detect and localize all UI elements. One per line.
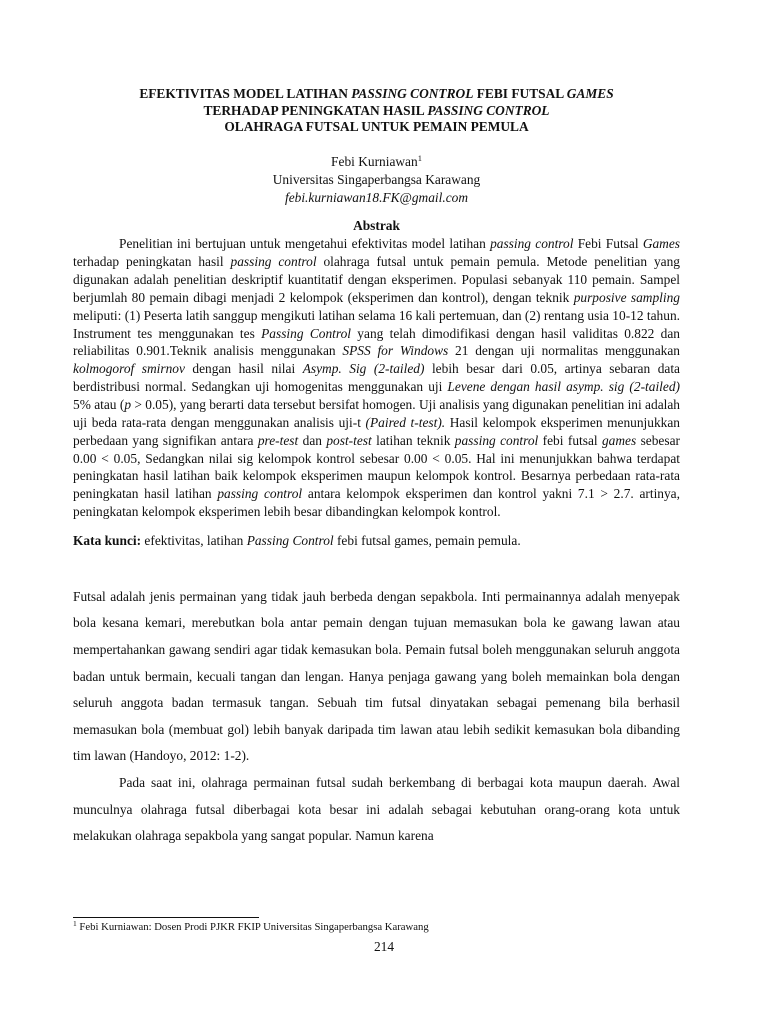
author-email: febi.kurniawan18.FK@gmail.com <box>284 190 469 206</box>
footnote-text: Febi Kurniawan: Dosen Prodi PJKR FKIP Universitas Singaperbangsa Karawang <box>79 921 429 933</box>
footnote-divider <box>73 917 259 918</box>
author-line <box>73 153 680 171</box>
footnote-marker: 1 <box>73 919 77 928</box>
paper-title <box>73 0 680 136</box>
body-paragraph: Pada saat ini, olahraga permainan futsal sudah berkembang di berbagai kota maupun daerah. Awal munculnya olahraga futsal diberbagai kota besar ini adalah sebagai kebutuhan orang-orang kota untuk melakukan olahraga sepakbola yang sangat popular. Namun karena <box>73 775 680 844</box>
body-paragraph: Futsal adalah jenis permainan yang tidak jauh berbeda dengan sepakbola. Inti permainannya adalah menyepak bola kesana kemari, merebutkan bola antar pemain dengan tujuan memasukan bola ke gawang lawan atau mempertahankan gawang sendiri agar tidak kemasukan bola. Pemain futsal boleh menggunakan seluruh anggota badan untuk bermain, kecuali tangan dan lengan. Hanya penjaga gawang yang boleh memainkan bola dengan seluruh anggota badan termasuk tangan. Sebuah tim futsal dinyatakan sebagai pemenang bila berhasil memasukan bola (membuat gol) lebih banyak daripada tim lawan atau lebih sedikit kemasukan bola dibanding tim lawan (Handoyo, 2012: 1-2). <box>73 588 680 764</box>
page-number: 214 <box>373 939 395 954</box>
author-name: Febi Kurniawan <box>331 153 418 169</box>
footnote <box>73 921 429 934</box>
abstract-text: Penelitian ini bertujuan untuk mengetahui efektivitas model latihan passing control Febi Futsal Games terhadap peningkatan hasil passing control olahraga futsal untuk pemain pemula. Metode penelitian yang digunakan adalah penelitian deskriptif kuantitatif dengan eksperimen. Populasi sebanyak 110 pemain. Sampel berjumlah 80 pemain dibagi menjadi 2 kelompok (eksperimen dan kontrol), dengan teknik purposive sampling meliputi: (1) Peserta latih sanggup mengikuti latihan selama 16 kali pertemuan, dan (2) rentang usia 10-12 tahun. Instrument tes menggunakan tes Passing Control yang telah dimodifikasi dengan hasil validitas 0.822 dan reliabilitas 0.901.Teknik analisis menggunakan SPSS for Windows 21 dengan uji normalitas menggunakan kolmogorof smirnov dengan hasil nilai Asymp. Sig (2-tailed) lebih besar dari 0.05, artinya sebaran data berdistribusi normal. Sedangkan uji homogenitas menggunakan uji Levene dengan hasil asymp. sig (2-tailed) 5% atau (p > 0.05), yang berarti data tersebut bersifat homogen. Uji analisis yang digunakan penelitian ini adalah uji beda rata-rata dengan menggunakan analisis uji-t (Paired t-test). Hasil kelompok eksperimen menunjukkan perbedaan yang signifikan antara pre-test dan post-test latihan teknik passing control febi futsal games sebesar 0.00 < 0.05, Sedangkan nilai sig kelompok kontrol sebesar 0.00 < 0.05. Hal ini menunjukkan bahwa terdapat peningkatan hasil latihan baik kelompok eksperimen maupun kelompok kontrol. Besarnya perbedaan rata-rata peningkatan hasil latihan passing control antara kelompok eksperimen dan kontrol yakni 7.1 > 2.7. artinya, peningkatan kelompok eksperimen lebih besar dibandingkan kelompok kontrol. <box>73 236 681 520</box>
author-affiliation: Universitas Singaperbangsa Karawang <box>272 171 481 187</box>
title-line: OLAHRAGA FUTSAL UNTUK PEMAIN PEMULA <box>224 119 529 134</box>
author-block <box>73 153 680 208</box>
title-line: TERHADAP PENINGKATAN HASIL PASSING CONTROL <box>203 102 550 118</box>
keywords: Kata kunci: efektivitas, latihan Passing Control febi futsal games, pemain pemula. <box>73 532 521 548</box>
title-line: EFEKTIVITAS MODEL LATIHAN PASSING CONTROL FEBI FUTSAL GAMES <box>139 86 614 101</box>
author-footnote-marker: 1 <box>417 152 422 163</box>
abstract-heading: Abstrak <box>353 218 400 234</box>
